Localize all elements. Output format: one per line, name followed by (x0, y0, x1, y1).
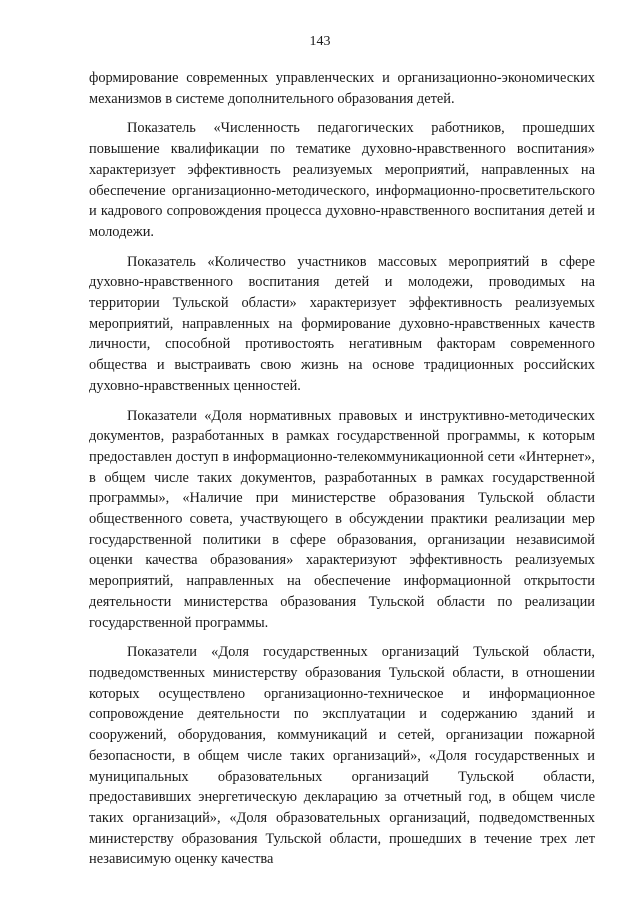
paragraph-continuation: формирование современных управленческих и организационно-экономических механизмов в системе дополнительного образования детей. (89, 70, 595, 107)
paragraph-teacher-training-indicator: Показатель «Численность педагогических работников, прошедших повышение квалификации по тематике духовно-нравственного воспитания» характеризует эффективность реализуемых мероприятий, направленных на обеспечение организационно-методического, информационно-просветительского и кадрового сопровождения процесса духовно-нравственного воспитания детей и молодежи. (89, 120, 595, 240)
document-body (89, 68, 595, 879)
paragraph-event-participants-indicator: Показатель «Количество участников массовых мероприятий в сфере духовно-нравственного воспитания детей и молодежи, проводимых на территории Тульской области» характеризует эффективность реализуемых мероприятий, направленных на формирование духовно-нравственных качеств личности, способной противостоять негативным факторам современного общества и выстраивать свою жизнь на основе традиционных российских духовно-нравственных ценностей. (89, 253, 595, 394)
paragraph-documents-access-indicators: Показатели «Доля нормативных правовых и инструктивно-методических документов, разработанных в рамках государственной программы, к которым предоставлен доступ в информационно-телекоммуникационной сети «Интернет», в общем числе таких документов, разработанных в рамках государственной программы», «Наличие при министерстве образования Тульской области общественного совета, участвующего в обсуждении практики реализации мер государственной политики в сфере образования, организации независимой оценки качества образования» характеризуют эффективность реализуемых мероприятий, направленных на обеспечение информационной открытости деятельности министерства образования Тульской области по реализации государственной программы. (89, 407, 595, 631)
page-number: 143 (309, 34, 331, 49)
paragraph-organizations-indicators: Показатели «Доля государственных организаций Тульской области, подведомственных министерству образования Тульской области, в отношении которых осуществлено организационно-техническое и информационное сопровождение деятельности по эксплуатации и содержанию зданий и сооружений, оборудования, коммуникаций и сетей, организации пожарной безопасности, в общем числе таких организаций», «Доля государственных и муниципальных образовательных организаций Тульской области, предоставивших энергетическую декларацию за отчетный год, в общем числе таких организаций», «Доля образовательных организаций, подведомственных министерству образования Тульской области, прошедших в течение трех лет независимую оценку качества (89, 644, 595, 868)
